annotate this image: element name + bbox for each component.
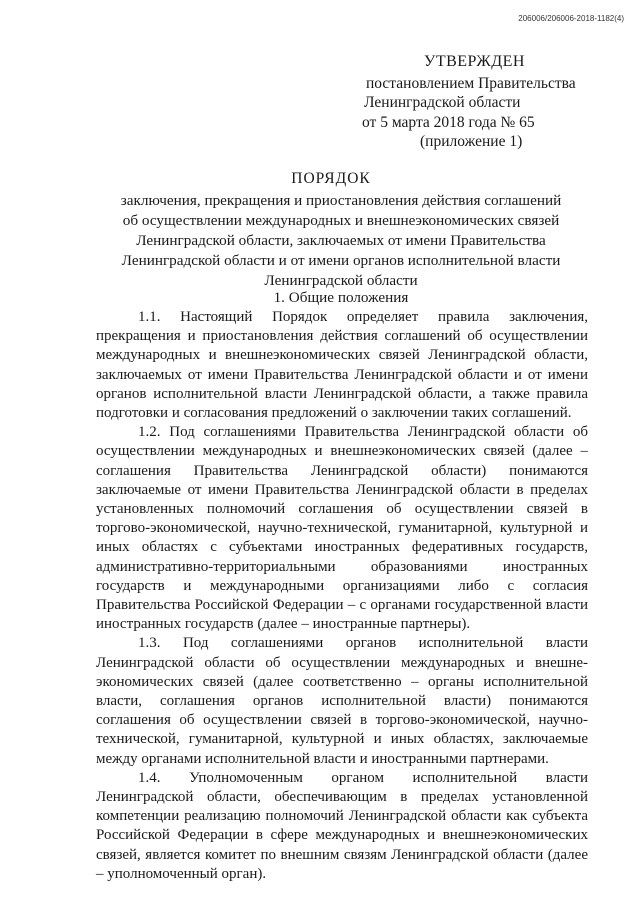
subtitle-line: Ленинградской области и от имени органов исполнительной власти <box>121 252 561 269</box>
paragraph-1-3: 1.3. Под соглашениями органов исполнительной власти Ленинградской области об осуществлении международных и внешне-экономических связей (далее соответственно – органы исполнительной власти, соглашения органов исполнительной власти) понимаются соглашения об осуществлении связей в торгово-экономической, научно-технической, гуманитарной, культурной и иных областях, заключаемые между органами исполнительной власти и иностранными партнерами. <box>96 635 588 767</box>
approval-line: постановлением Правительства <box>366 74 576 92</box>
subtitle-line: об осуществлении международных и внешнеэкономических связей <box>122 212 560 229</box>
subtitle-line: Ленинградской области, заключаемых от имени Правительства <box>136 232 546 249</box>
paragraph-1-2: 1.2. Под соглашениями Правительства Ленинградской области об осуществлении международных и внешнеэкономических связей (далее – соглашения Правительства Ленинградской области) понимаются заключаемые от имени Правительства Ленинградской области в пределах установленных полномочий соглашения об осуществлении связей в торгово-экономической, научно-технической, гуманитарной, культурной и иных областях с субъектами иностранных федеративных государств, административно-территориальными образованиями иностранных государств и международными организациями либо с согласия Правительства Российской Федерации – с органами государственной власти иностранных государств (далее – иностранные партнеры). <box>96 424 588 633</box>
paragraph-1-4: 1.4. Уполномоченным органом исполнительной власти Ленинградской области, обеспечивающим в пределах установленной компетенции реализацию полномочий Ленинградской области как субъекта Российской Федерации в сфере международных и внешнеэкономических связей, является комитет по внешним связям Ленинградской области (далее – уполномоченный орган). <box>96 769 588 882</box>
section-heading: 1. Общие положения <box>273 289 409 306</box>
document-title: ПОРЯДОК <box>291 170 371 187</box>
subtitle-line: Ленинградской области <box>264 272 418 289</box>
approval-line: Ленинградской области <box>364 94 521 111</box>
approval-stamp <box>362 52 612 152</box>
subtitle-line: заключения, прекращения и приостановления действия соглашений <box>120 192 562 209</box>
paragraph-1-1: 1.1. Настоящий Порядок определяет правила заключения, прекращения и приостановления действия соглашений об осуществлении международных и внешнеэкономических связей Ленинградской области, заключаемых от имени Правительства Ленинградской области и от имени органов исполнительной власти Ленинградской области, а также правила подготовки и согласования предложений о заключении таких соглашений. <box>96 309 588 422</box>
document-registration-code: 206006/206006-2018-1182(4) <box>518 14 624 23</box>
approval-appendix-line: (приложение 1) <box>420 133 523 150</box>
approval-date-line: от 5 марта 2018 года № 65 <box>362 113 535 131</box>
document-subtitle <box>96 191 586 291</box>
document-body <box>96 308 588 884</box>
approval-title: УТВЕРЖДЕН <box>424 53 525 70</box>
